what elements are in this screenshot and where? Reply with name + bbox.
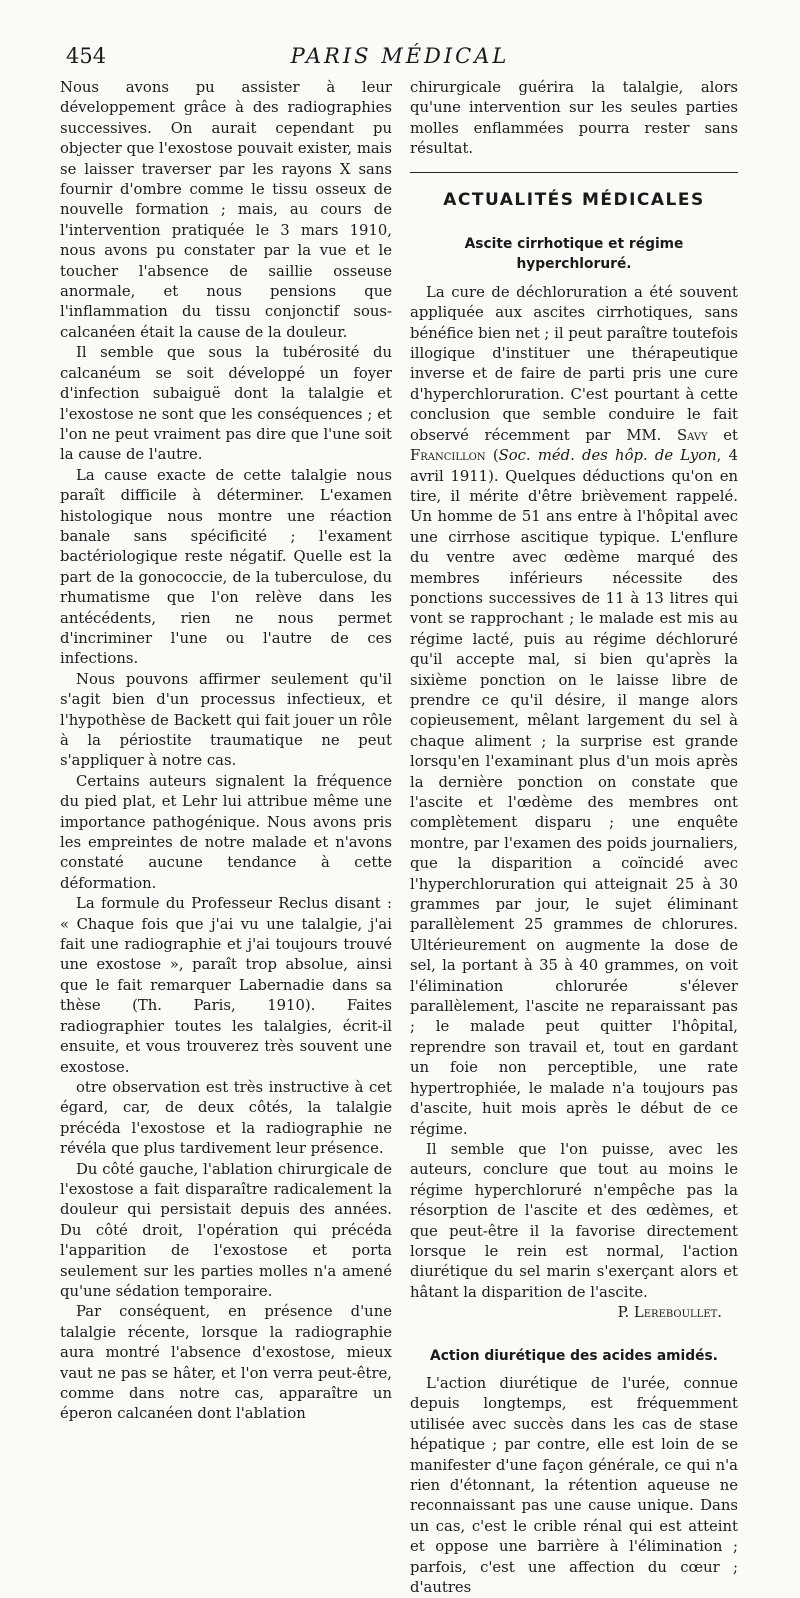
text-run: ( [485,447,499,465]
paragraph: La formule du Professeur Reclus disant : « Chaque fois que j'ai vu une talalgie, j'ai fait une radiographie et j'ai toujours trouvé une exostose », paraît trop absolue, ainsi que le fait remarquer Labernadie dans sa thèse (Th. Paris, 1910). Faites radiographier toutes les talalgies, écrit-il ensuite, et vous trouverez très souvent une exostose. [60,895,392,1076]
paragraph: Il semble que l'on puisse, avec les auteurs, conclure que tout au moins le régime hyperchloruré n'empêche pas la résorption de l'ascite et des œdèmes, et que peut-être il la favorise directement lorsque le rein est normal, l'action diurétique du sel marin s'exerçant alors et hâtant la disparition de l'ascite. [410,1140,738,1301]
left-column [60,78,392,1425]
continuation-paragraph: chirurgicale guérira la talalgie, alors qu'une intervention sur les seules parties molles enflammées pourra rester sans résultat. [410,79,738,158]
article-title: Action diurétique des acides amidés. [430,1347,718,1364]
text-run: , 4 avril 1911). Quelques déductions qu'on en tire, il mérite d'être brièvement rappelé. Un homme de 51 ans entre à l'hôpital avec une cirrhose ascitique typique. L'enflure du ventre avec œdème marqué des membres inférieurs nécessite des ponctions successives de 11 à 13 litres qui vont se rapprochant ; le malade est mis au régime lacté, puis au régime déchloruré qu'il accepte mal, si bien qu'après la sixième ponction on le laisse libre de prendre ce qu'il désire, il mange alors copieusement, mêlant largement du sel à chaque aliment ; la surprise est grande lorsqu'en l'examinant plus d'un mois après la dernière ponction on constate que l'ascite et l'œdème des membres ont complètement disparu ; une enquête montre, par l'examen des poids journaliers, que la disparition a coïncidé avec l'hyperchloruration qui atteignait 25 à 30 grammes par jour, le sujet éliminant parallèlement 25 grammes de chlorures. Ultérieurement on augmente la dose de sel, la portant à 35 à 40 grammes, on voit l'élimination chlorurée s'élever parallèlement, l'ascite ne reparaissant pas ; le malade peut quitter l'hôpital, reprendre son travail et, tout en gardant un foie non perceptible, une rate hypertrophiée, le malade n'a toujours pas d'ascite, huit mois après le début de ce régime. [410,447,738,1138]
text-run: La cure de déchloruration a été souvent appliquée aux ascites cirrhotiques, sans bénéfice bien net ; il peut paraître toutefois illogique d'instituer une thérapeutique inverse et de faire de parti pris une cure d'hyperchloruration. C'est pourtant à cette conclusion que semble conduire le fait observé récemment par MM. [410,283,738,444]
paragraph: Nous avons pu assister à leur développement grâce à des radiographies successives. On aurait cependant pu objecter que l'exostose pouvait exister, mais se laisser traverser par les rayons X sans fournir d'ombre comme le tissu osseux de nouvelle formation ; mais, au cours de l'intervention pratiquée le 3 mars 1910, nous avons pu constater par la vue et le toucher l'absence de saillie osseuse anormale, et nous pensions que l'inflammation du tissu conjonctif sous-calcanéen était la cause de la douleur. [60,79,392,341]
text-run: et [707,426,738,444]
paragraph: L'action diurétique de l'urée, connue depuis longtemps, est fréquemment utilisée avec succès dans les cas de stase hépatique ; par contre, elle est loin de se manifester d'une façon générale, ce qui n'a rien d'étonnant, la rétention aqueuse ne reconnaissant pas une cause unique. Dans un cas, c'est le crible rénal qui est atteint et oppose une barrière à l'élimination ; parfois, c'est une affection du cœur ; d'autres [410,1374,738,1597]
page-number: 454 [66,44,107,68]
citation: Soc. méd. des hôp. de Lyon [498,447,717,465]
paragraph [410,283,738,1140]
paragraph: Par conséquent, en présence d'une talalgie récente, lorsque la radiographie aura montré l'absence d'exostose, mieux vaut ne pas se hâter, et l'on verra peut-être, comme dans notre cas, apparaître un éperon calcanéen dont l'ablation [60,1303,392,1423]
section-divider [410,172,738,173]
signature [410,1303,738,1323]
section-title: ACTUALITÉS MÉDICALES [443,189,705,210]
paragraph: Il semble que sous la tubérosité du calcanéum se soit développé un foyer d'infection subaiguë dont la talalgie et l'exostose ne sont que les conséquences ; et l'on ne peut vraiment pas dire que l'une soit la cause de l'autre. [60,344,392,464]
paragraph: La cause exacte de cette talalgie nous paraît difficile à déterminer. L'examen histologique nous montre une réaction banale sans spécificité ; l'exament bactériologique reste négatif. Quelle est la part de la gonococcie, de la tuberculose, du rhumatisme que l'on relève dans les antécédents, rien ne nous permet d'incriminer l'une ou l'autre de ces infections. [60,466,392,668]
article-title: Ascite cirrhotique et régime hyperchloruré. [464,236,684,273]
running-title: PARIS MÉDICAL [290,44,510,68]
paragraph: Certains auteurs signalent la fréquence du pied plat, et Lehr lui attribue même une importance pathogénique. Nous avons pris les empreintes de notre malade et n'avons constaté aucune tendance à cette déformation. [60,772,392,892]
author-name: Savy [676,426,708,444]
paragraph: Nous pouvons affirmer seulement qu'il s'agit bien d'un processus infectieux, et l'hypothèse de Backett qui fait jouer un rôle à la périostite traumatique ne peut s'appliquer à notre cas. [60,670,392,770]
signature-name: P. Lereboullet. [617,1304,722,1322]
paragraph: otre observation est très instructive à cet égard, car, de deux côtés, la talalgie précéda l'exostose et la radiographie ne révéla que plus tardivement leur présence. [60,1078,392,1158]
author-name: Francillon [410,447,486,465]
paragraph: Du côté gauche, l'ablation chirurgicale de l'exostose a fait disparaître radicalement la douleur qui persistait depuis des années. Du côté droit, l'opération qui précéda l'apparition de l'exostose et porta seulement sur les parties molles n'a amené qu'une sédation temporaire. [60,1160,392,1300]
right-column [410,78,738,1598]
